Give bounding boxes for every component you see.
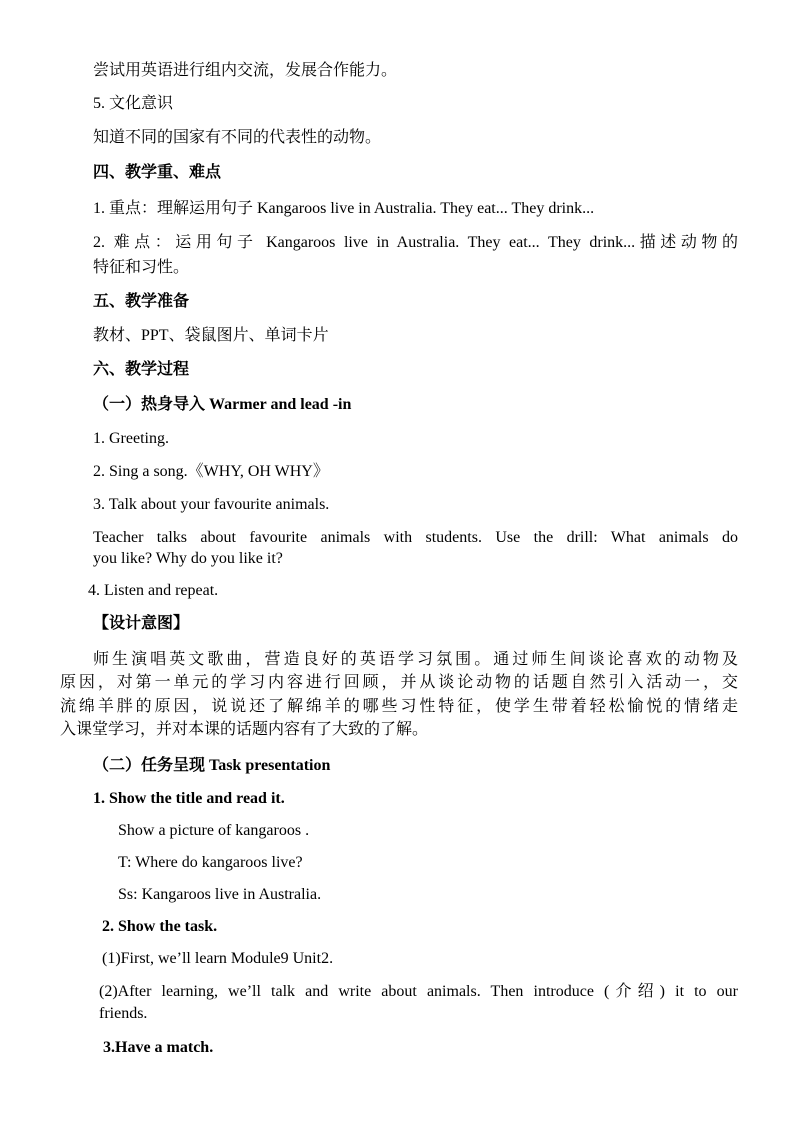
list-item: 3. Talk about your favourite animals.	[93, 496, 330, 513]
text-line: 2. 难点：运用句子 Kangaroos live in Australia. They eat... They drink...描述动物的	[93, 234, 738, 251]
text-line: 特征和习性。	[93, 259, 190, 276]
subheading-warmer: （一）热身导入 Warmer and lead -in	[93, 396, 352, 413]
text-line: you like? Why do you like it?	[93, 550, 283, 567]
heading-process: 六、教学过程	[93, 361, 190, 378]
list-item: 4. Listen and repeat.	[88, 582, 219, 599]
text-line: 教材、PPT、袋鼠图片、单词卡片	[93, 327, 329, 344]
paragraph-line: 流绵羊胖的原因，说说还了解绵羊的哪些习性特征，使学生带着轻松愉悦的情绪走	[60, 698, 738, 715]
text-line: T: Where do kangaroos live?	[118, 854, 303, 871]
text-line: 1. 重点：理解运用句子 Kangaroos live in Australia. They eat... They drink...	[93, 200, 595, 217]
text-line: Ss: Kangaroos live in Australia.	[118, 886, 322, 903]
list-item: 2. Sing a song.《WHY, OH WHY》	[93, 463, 329, 480]
text-line: friends.	[99, 1005, 148, 1022]
list-item: 1. Greeting.	[93, 430, 169, 447]
text-line: 尝试用英语进行组内交流，发展合作能力。	[93, 62, 398, 79]
design-intent-label: 【设计意图】	[93, 615, 190, 632]
subheading-task: （二）任务呈现 Task presentation	[93, 757, 331, 774]
section-number-5: 5. 文化意识	[93, 95, 174, 112]
text-line: Teacher talks about favourite animals with students. Use the drill: What animals do	[93, 529, 738, 546]
heading-preparation: 五、教学准备	[93, 293, 190, 310]
task-item: 2. Show the task.	[102, 918, 218, 935]
text-line: Show a picture of kangaroos .	[118, 822, 310, 839]
heading-key-points: 四、教学重、难点	[93, 164, 222, 181]
paragraph-line: 入课堂学习，并对本课的话题内容有了大致的了解。	[60, 721, 429, 738]
task-item: 3.Have a match.	[103, 1039, 214, 1056]
text-line: 知道不同的国家有不同的代表性的动物。	[93, 129, 382, 146]
task-item: 1. Show the title and read it.	[93, 790, 285, 807]
text-line: (1)First, we’ll learn Module9 Unit2.	[102, 950, 334, 967]
text-line: (2)After learning, we’ll talk and write about animals. Then introduce (介绍) it to our	[99, 983, 738, 1000]
paragraph-line: 原因，对第一单元的学习内容进行回顾，并从谈论动物的话题自然引入活动一，交	[60, 674, 738, 691]
paragraph-line: 师生演唱英文歌曲，营造良好的英语学习氛围。通过师生间谈论喜欢的动物及	[93, 651, 738, 668]
